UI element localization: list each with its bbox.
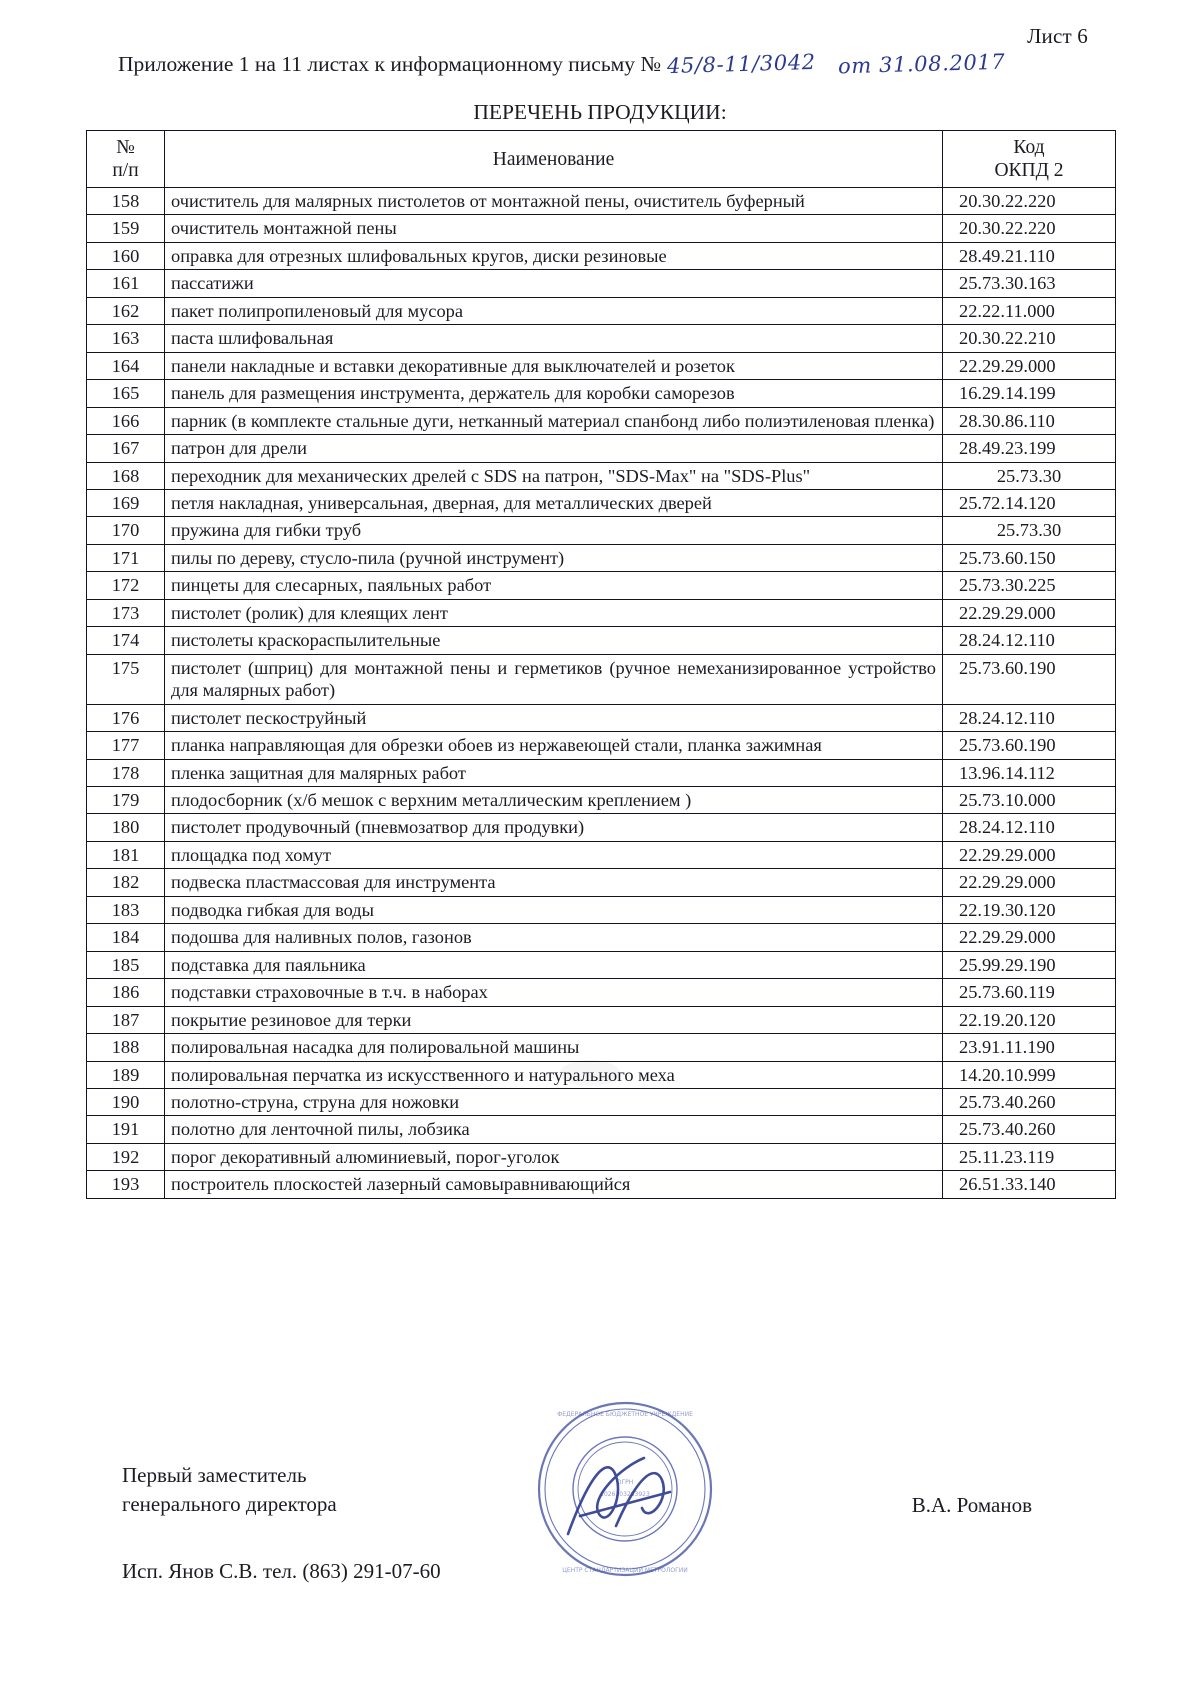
table-row <box>87 1034 1116 1061</box>
row-product-name: подводка гибкая для воды <box>165 896 943 923</box>
row-okpd-code: 22.19.20.120 <box>943 1006 1116 1033</box>
row-product-name: панель для размещения инструмента, держатель для коробки саморезов <box>165 380 943 407</box>
table-row <box>87 896 1116 923</box>
row-number: 182 <box>87 869 165 896</box>
row-product-name: подошва для наливных полов, газонов <box>165 924 943 951</box>
row-number: 174 <box>87 627 165 654</box>
row-number: 193 <box>87 1171 165 1198</box>
signer-title <box>122 1461 337 1518</box>
table-row <box>87 380 1116 407</box>
row-okpd-code: 22.29.29.000 <box>943 599 1116 626</box>
row-product-name: пистолет продувочный (пневмозатвор для продувки) <box>165 814 943 841</box>
column-header-number-line1: № <box>116 137 135 158</box>
row-product-name: построитель плоскостей лазерный самовыравнивающийся <box>165 1171 943 1198</box>
row-okpd-code: 22.29.29.000 <box>943 869 1116 896</box>
table-row <box>87 270 1116 297</box>
row-number: 179 <box>87 786 165 813</box>
row-okpd-code: 25.73.40.260 <box>943 1088 1116 1115</box>
appendix-header <box>118 49 1100 79</box>
row-number: 166 <box>87 407 165 434</box>
page-title: ПЕРЕЧЕНЬ ПРОДУКЦИИ: <box>473 100 727 124</box>
row-okpd-code: 25.73.10.000 <box>943 786 1116 813</box>
column-header-number <box>87 131 165 188</box>
row-product-name: пружина для гибки труб <box>165 517 943 544</box>
row-product-name: петля накладная, универсальная, дверная, для металлических дверей <box>165 489 943 516</box>
row-number: 164 <box>87 352 165 379</box>
row-product-name: панели накладные и вставки декоративные для выключателей и розеток <box>165 352 943 379</box>
row-number: 184 <box>87 924 165 951</box>
row-okpd-code: 14.20.10.999 <box>943 1061 1116 1088</box>
svg-text:ФЕДЕРАЛЬНОЕ БЮДЖЕТНОЕ УЧРЕЖДЕН: ФЕДЕРАЛЬНОЕ БЮДЖЕТНОЕ УЧРЕЖДЕНИЕ <box>557 1411 693 1418</box>
table-row <box>87 599 1116 626</box>
row-product-name: площадка под хомут <box>165 841 943 868</box>
row-product-name: плодосборник (х/б мешок с верхним металлическим креплением ) <box>165 786 943 813</box>
svg-text:1026103283923: 1026103283923 <box>600 1491 650 1498</box>
handwritten-date: от 31.08.2017 <box>837 49 1006 79</box>
table-header-row <box>87 131 1116 188</box>
row-okpd-code: 23.91.11.190 <box>943 1034 1116 1061</box>
table-row <box>87 215 1116 242</box>
row-number: 172 <box>87 572 165 599</box>
row-okpd-code: 28.24.12.110 <box>943 814 1116 841</box>
table-row <box>87 297 1116 324</box>
row-okpd-code: 22.29.29.000 <box>943 841 1116 868</box>
row-number: 175 <box>87 654 165 704</box>
row-okpd-code: 20.30.22.210 <box>943 325 1116 352</box>
table-row <box>87 435 1116 462</box>
column-header-code-line1: Код <box>1013 137 1045 158</box>
row-okpd-code: 28.49.21.110 <box>943 242 1116 269</box>
table-row <box>87 462 1116 489</box>
row-product-name: порог декоративный алюминиевый, порог-уголок <box>165 1143 943 1170</box>
table-body <box>87 188 1116 1199</box>
row-number: 170 <box>87 517 165 544</box>
row-product-name: пистолеты краскораспылительные <box>165 627 943 654</box>
table-row <box>87 544 1116 571</box>
table-row <box>87 1171 1116 1198</box>
appendix-text: Приложение 1 на 11 листах к информационному письму № <box>118 52 661 76</box>
row-product-name: паста шлифовальная <box>165 325 943 352</box>
signer-name: В.А. Романов <box>911 1493 1032 1517</box>
row-okpd-code: 25.73.30 <box>943 462 1116 489</box>
row-number: 189 <box>87 1061 165 1088</box>
row-okpd-code: 28.24.12.110 <box>943 704 1116 731</box>
row-product-name: пленка защитная для малярных работ <box>165 759 943 786</box>
table-row <box>87 325 1116 352</box>
table-row <box>87 1006 1116 1033</box>
svg-text:ЦЕНТР СТАНДАРТИЗАЦИИ МЕТРОЛОГИ: ЦЕНТР СТАНДАРТИЗАЦИИ МЕТРОЛОГИИ <box>562 1567 688 1574</box>
row-okpd-code: 25.73.30 <box>943 517 1116 544</box>
row-number: 169 <box>87 489 165 516</box>
table-row <box>87 489 1116 516</box>
row-okpd-code: 22.29.29.000 <box>943 924 1116 951</box>
row-okpd-code: 13.96.14.112 <box>943 759 1116 786</box>
table-row <box>87 627 1116 654</box>
table-row <box>87 924 1116 951</box>
table-row <box>87 732 1116 759</box>
table-row <box>87 407 1116 434</box>
row-product-name: полотно для ленточной пилы, лобзика <box>165 1116 943 1143</box>
row-okpd-code: 28.49.23.199 <box>943 435 1116 462</box>
row-product-name: пистолет (шприц) для монтажной пены и герметиков (ручное немеханизированное устройство для малярных работ) <box>165 654 943 704</box>
row-product-name: подвеска пластмассовая для инструмента <box>165 869 943 896</box>
row-okpd-code: 25.73.30.163 <box>943 270 1116 297</box>
row-number: 173 <box>87 599 165 626</box>
row-number: 186 <box>87 979 165 1006</box>
row-product-name: полировальная насадка для полировальной машины <box>165 1034 943 1061</box>
table-row <box>87 654 1116 704</box>
row-number: 162 <box>87 297 165 324</box>
row-number: 176 <box>87 704 165 731</box>
table-row <box>87 572 1116 599</box>
row-product-name: переходник для механических дрелей с SDS на патрон, "SDS-Max" на "SDS-Plus" <box>165 462 943 489</box>
row-product-name: планка направляющая для обрезки обоев из нержавеющей стали, планка зажимная <box>165 732 943 759</box>
table-row <box>87 1143 1116 1170</box>
row-number: 168 <box>87 462 165 489</box>
row-okpd-code: 25.73.60.190 <box>943 654 1116 704</box>
column-header-code <box>943 131 1116 188</box>
column-header-name: Наименование <box>165 131 943 188</box>
row-product-name: пакет полипропиленовый для мусора <box>165 297 943 324</box>
executor-contact: Исп. Янов С.В. тел. (863) 291-07-60 <box>122 1559 441 1583</box>
row-product-name: парник (в комплекте стальные дуги, нетканный материал спанбонд либо полиэтиленовая пленка) <box>165 407 943 434</box>
sheet-number: Лист 6 <box>1027 24 1088 48</box>
row-product-name: подставка для паяльника <box>165 951 943 978</box>
row-number: 171 <box>87 544 165 571</box>
row-number: 158 <box>87 188 165 215</box>
row-product-name: пистолет (ролик) для клеящих лент <box>165 599 943 626</box>
row-number: 191 <box>87 1116 165 1143</box>
row-okpd-code: 22.19.30.120 <box>943 896 1116 923</box>
column-header-number-line2: п/п <box>112 160 139 181</box>
table-row <box>87 759 1116 786</box>
row-number: 165 <box>87 380 165 407</box>
row-number: 159 <box>87 215 165 242</box>
row-number: 188 <box>87 1034 165 1061</box>
row-okpd-code: 25.73.40.260 <box>943 1116 1116 1143</box>
row-number: 185 <box>87 951 165 978</box>
row-number: 177 <box>87 732 165 759</box>
svg-text:ОГРН: ОГРН <box>616 1479 634 1486</box>
table-row <box>87 188 1116 215</box>
table-row <box>87 1061 1116 1088</box>
table-row <box>87 242 1116 269</box>
row-number: 163 <box>87 325 165 352</box>
row-product-name: пистолет пескоструйный <box>165 704 943 731</box>
row-product-name: пассатижи <box>165 270 943 297</box>
row-product-name: пинцеты для слесарных, паяльных работ <box>165 572 943 599</box>
row-product-name: очиститель для малярных пистолетов от монтажной пены, очиститель буферный <box>165 188 943 215</box>
row-okpd-code: 28.30.86.110 <box>943 407 1116 434</box>
handwritten-number: 45/8-11/3042 <box>666 49 816 79</box>
table-row <box>87 814 1116 841</box>
row-number: 187 <box>87 1006 165 1033</box>
row-okpd-code: 26.51.33.140 <box>943 1171 1116 1198</box>
signer-title-line2: генерального директора <box>122 1491 337 1516</box>
row-number: 192 <box>87 1143 165 1170</box>
table-row <box>87 1116 1116 1143</box>
table-row <box>87 979 1116 1006</box>
table-row <box>87 951 1116 978</box>
table-row <box>87 517 1116 544</box>
signer-title-line1: Первый заместитель <box>122 1463 307 1488</box>
row-number: 160 <box>87 242 165 269</box>
row-product-name: оправка для отрезных шлифовальных кругов, диски резиновые <box>165 242 943 269</box>
products-table <box>86 130 1116 1199</box>
row-okpd-code: 25.73.30.225 <box>943 572 1116 599</box>
row-okpd-code: 25.73.60.150 <box>943 544 1116 571</box>
row-product-name: полотно-струна, струна для ножовки <box>165 1088 943 1115</box>
column-header-code-line2: ОКПД 2 <box>994 160 1064 181</box>
row-okpd-code: 20.30.22.220 <box>943 215 1116 242</box>
row-okpd-code: 22.29.29.000 <box>943 352 1116 379</box>
table-row <box>87 1088 1116 1115</box>
row-okpd-code: 20.30.22.220 <box>943 188 1116 215</box>
row-okpd-code: 16.29.14.199 <box>943 380 1116 407</box>
row-number: 183 <box>87 896 165 923</box>
row-number: 181 <box>87 841 165 868</box>
table-row <box>87 841 1116 868</box>
row-number: 161 <box>87 270 165 297</box>
row-product-name: пилы по дереву, стусло-пила (ручной инструмент) <box>165 544 943 571</box>
row-okpd-code: 25.11.23.119 <box>943 1143 1116 1170</box>
row-product-name: полировальная перчатка из искусственного и натурального меха <box>165 1061 943 1088</box>
row-product-name: очиститель монтажной пены <box>165 215 943 242</box>
table-row <box>87 352 1116 379</box>
row-okpd-code: 25.73.60.190 <box>943 732 1116 759</box>
row-okpd-code: 25.99.29.190 <box>943 951 1116 978</box>
row-okpd-code: 25.73.60.119 <box>943 979 1116 1006</box>
row-okpd-code: 25.72.14.120 <box>943 489 1116 516</box>
table-row <box>87 786 1116 813</box>
row-number: 190 <box>87 1088 165 1115</box>
table-row <box>87 869 1116 896</box>
row-product-name: патрон для дрели <box>165 435 943 462</box>
row-okpd-code: 28.24.12.110 <box>943 627 1116 654</box>
row-number: 178 <box>87 759 165 786</box>
row-product-name: подставки страховочные в т.ч. в наборах <box>165 979 943 1006</box>
row-number: 167 <box>87 435 165 462</box>
table-row <box>87 704 1116 731</box>
official-stamp <box>520 1384 730 1594</box>
row-product-name: покрытие резиновое для терки <box>165 1006 943 1033</box>
row-okpd-code: 22.22.11.000 <box>943 297 1116 324</box>
row-number: 180 <box>87 814 165 841</box>
